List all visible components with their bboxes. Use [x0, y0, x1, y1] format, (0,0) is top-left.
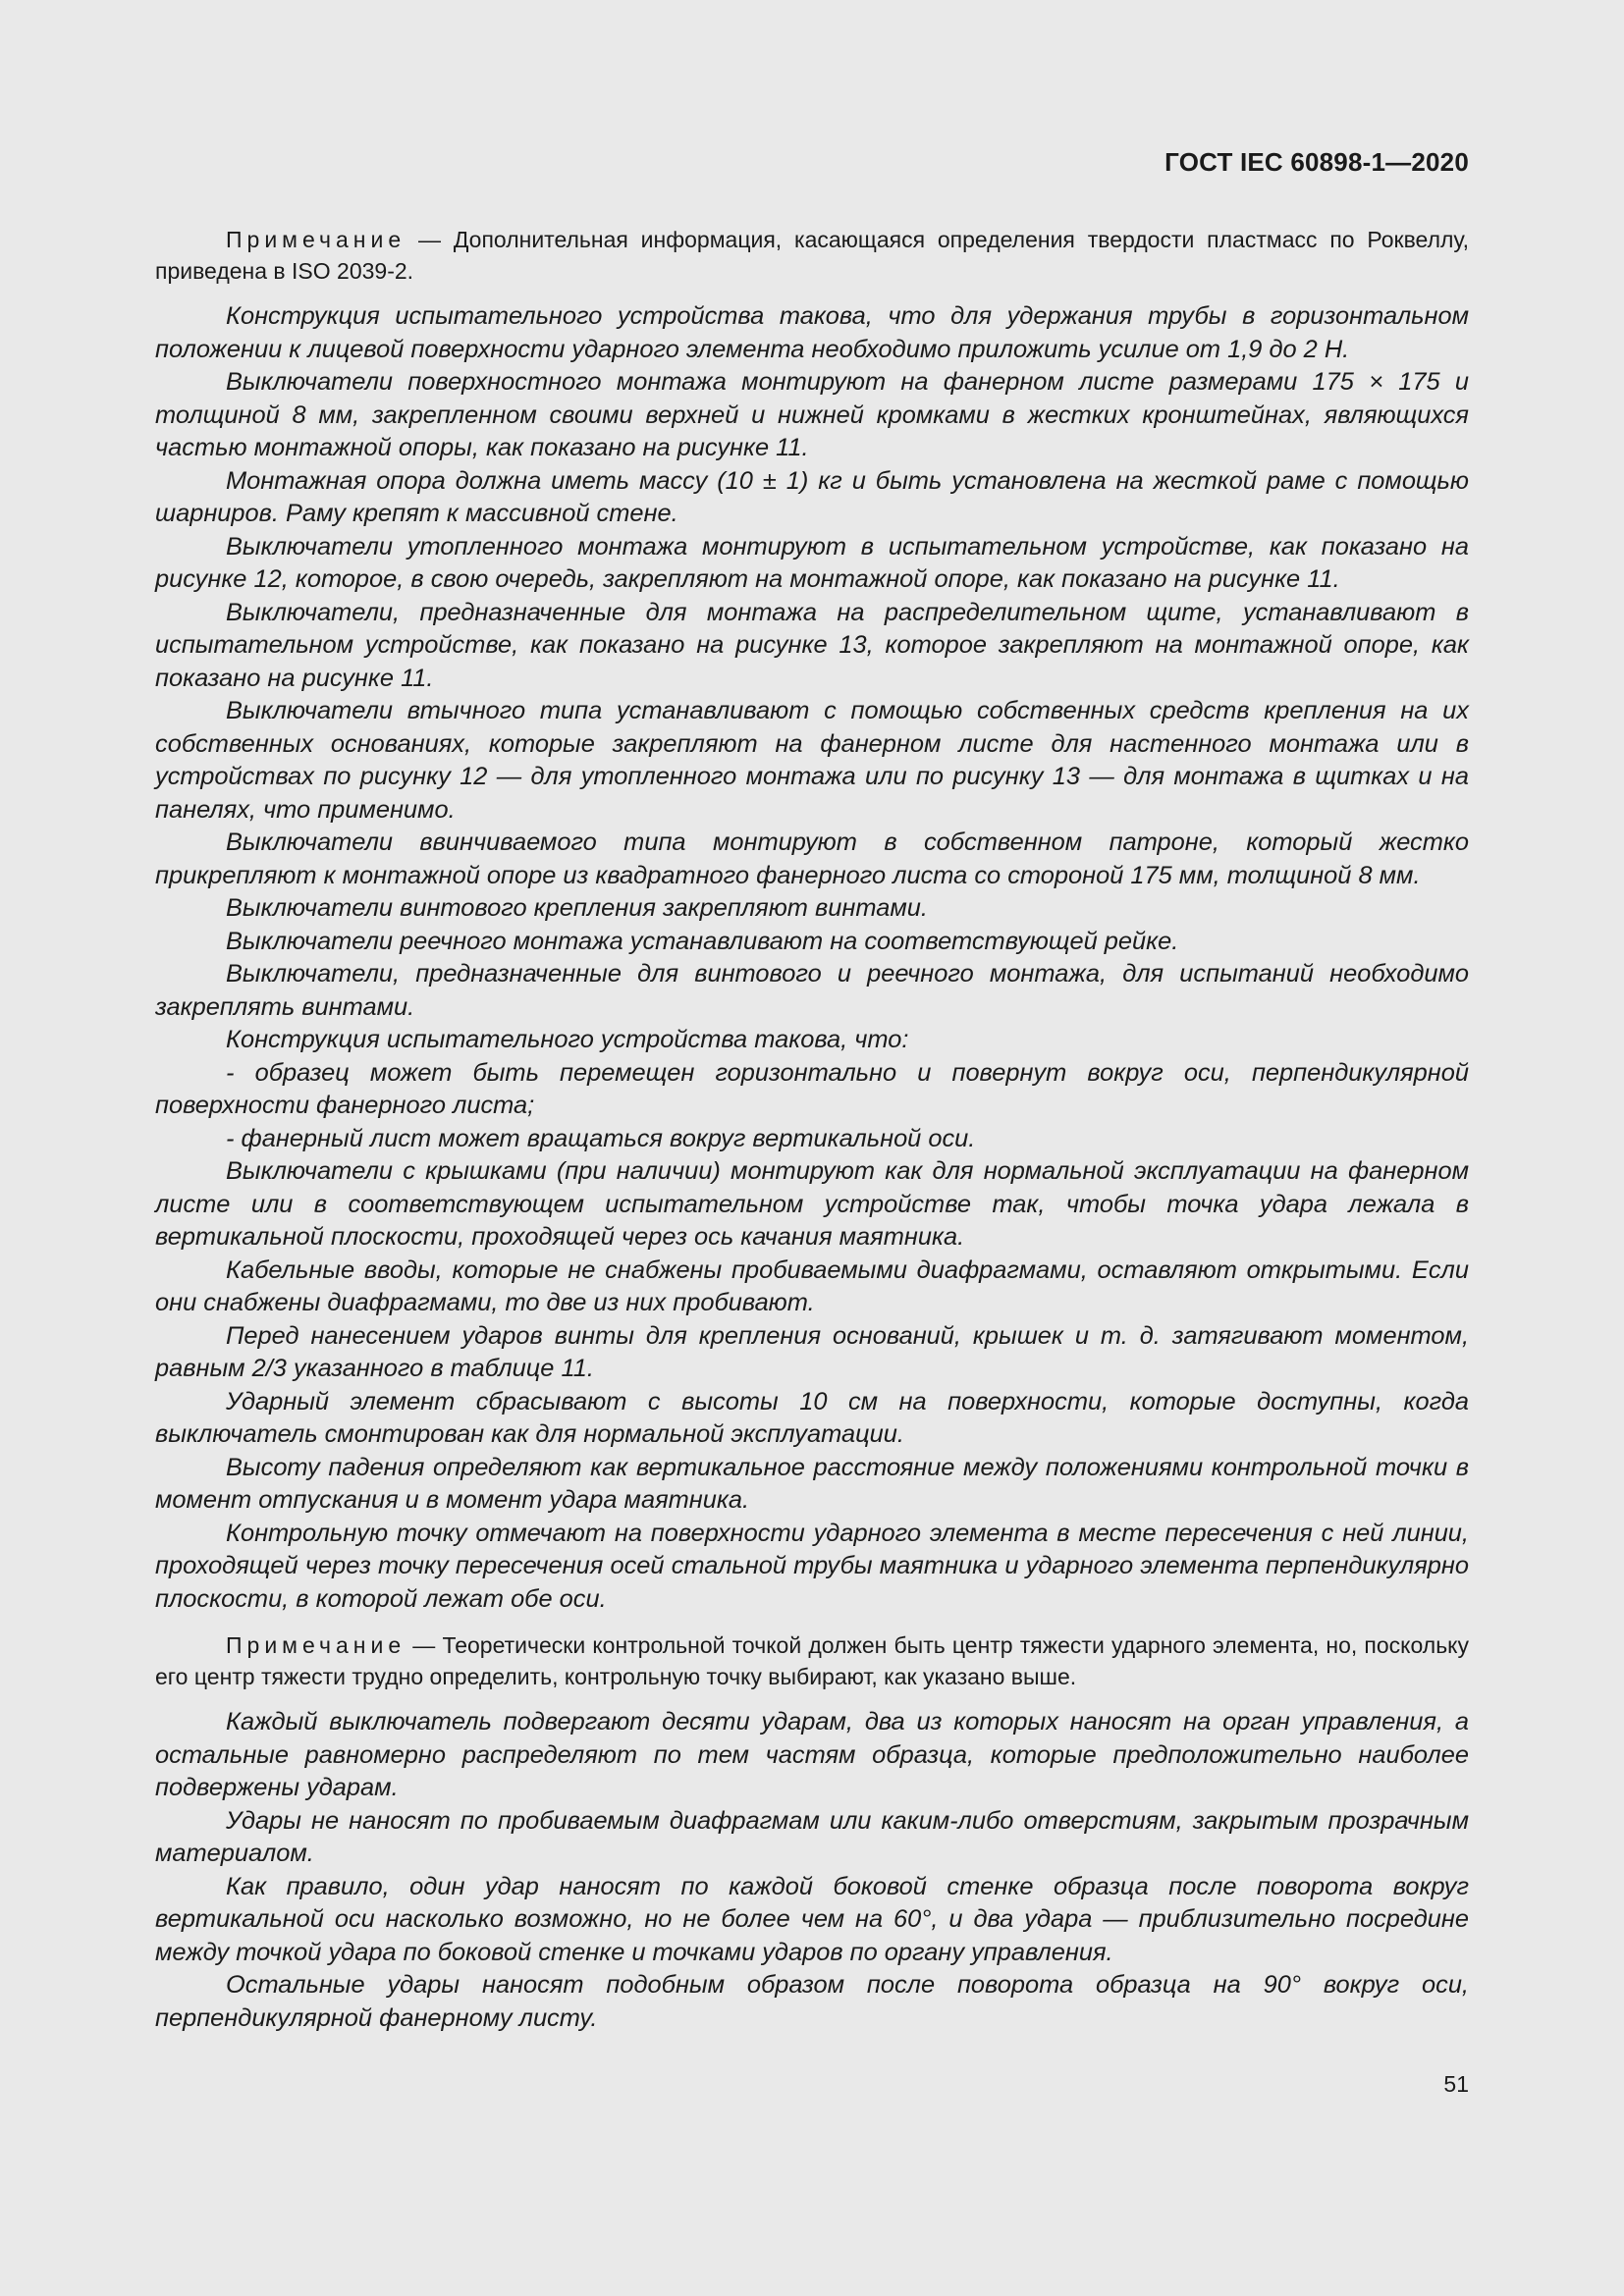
- note-1: [155, 224, 1469, 287]
- paragraph: Выключатели, предназначенные для винтового и реечного монтажа, для испытаний необходимо закреплять винтами.: [155, 960, 1469, 1021]
- paragraph: Выключатели винтового крепления закрепляют винтами.: [226, 894, 928, 922]
- document-header: ГОСТ IEC 60898-1—2020: [1164, 147, 1469, 177]
- paragraph: Удары не наносят по пробиваемым диафрагмам или каким-либо отверстиям, закрытым прозрачным материалом.: [155, 1806, 1469, 1867]
- paragraph: Каждый выключатель подвергают десяти ударам, два из которых наносят на орган управления, а остальные равномерно распределяют по тем частям образца, которые предположительно наиболее подвержены ударам.: [155, 1708, 1469, 1801]
- paragraph: Выключатели утопленного монтажа монтируют в испытательном устройстве, как показано на рисунке 12, которое, в свою очередь, закрепляют на монтажной опоре, как показано на рисунке 11.: [155, 532, 1469, 593]
- paragraph: Конструкция испытательного устройства такова, что:: [226, 1026, 909, 1053]
- paragraph: Кабельные вводы, которые не снабжены пробиваемыми диафрагмами, оставляют открытыми. Если они снабжены диафрагмами, то две из них пробивают.: [155, 1255, 1469, 1316]
- list-item: - фанерный лист может вращаться вокруг вертикальной оси.: [226, 1124, 976, 1152]
- document-body: [155, 224, 1469, 2035]
- paragraph: Выключатели ввинчиваемого типа монтируют в собственном патроне, который жестко прикрепляют к монтажной опоре из квадратного фанерного листа со стороной 175 мм, толщиной 8 мм.: [155, 828, 1469, 889]
- paragraph: Выключатели поверхностного монтажа монтируют на фанерном листе размерами 175 × 175 и толщиной 8 мм, закрепленном своими верхней и нижней кромками в жестких кронштейнах, являющихся частью монтажной опоры, как показано на рисунке 11.: [155, 368, 1469, 461]
- paragraph: Конструкция испытательного устройства такова, что для удержания трубы в горизонтальном положении к лицевой поверхности ударного элемента необходимо приложить усилие от 1,9 до 2 Н.: [155, 302, 1469, 363]
- list-item: - образец может быть перемещен горизонтально и повернут вокруг оси, перпендикулярной поверхности фанерного листа;: [155, 1058, 1469, 1119]
- note-2: [155, 1629, 1469, 1692]
- page-number: 51: [1443, 2071, 1469, 2097]
- paragraph: Монтажная опора должна иметь массу (10 ± 1) кг и быть установлена на жесткой раме с помощью шарниров. Раму крепят к массивной стене.: [155, 466, 1469, 527]
- paragraph: Остальные удары наносят подобным образом после поворота образца на 90° вокруг оси, перпендикулярной фанерному листу.: [155, 1971, 1469, 2032]
- note-2-label: Примечание: [226, 1632, 406, 1658]
- paragraph: Как правило, один удар наносят по каждой боковой стенке образца после поворота вокруг вертикальной оси насколько возможно, но не более чем на 60°, и два удара — приблизительно посредине между точкой удара по боковой стенке и точками ударов по органу управления.: [155, 1872, 1469, 1966]
- note-1-label: Примечание: [226, 227, 406, 252]
- paragraph: Ударный элемент сбрасывают с высоты 10 см на поверхности, которые доступны, когда выключатель смонтирован как для нормальной эксплуатации.: [155, 1387, 1469, 1448]
- note-2-text: Теоретически контрольной точкой должен быть центр тяжести ударного элемента, но, поскольку его центр тяжести трудно определить, контрольную точку выбирают, как указано выше.: [155, 1632, 1469, 1689]
- paragraph: Выключатели втычного типа устанавливают с помощью собственных средств крепления на их собственных основаниях, которые закрепляют на фанерном листе для настенного монтажа или в устройствах по рисунку 12 — для утопленного монтажа или по рисунку 13 — для монтажа в щитках и на панелях, что применимо.: [155, 697, 1469, 824]
- paragraph: Выключатели реечного монтажа устанавливают на соответствующей рейке.: [226, 927, 1179, 955]
- note-1-text: Дополнительная информация, касающаяся определения твердости пластмасс по Роквеллу, приведена в ISO 2039-2.: [155, 227, 1470, 284]
- paragraph: Перед нанесением ударов винты для крепления оснований, крышек и т. д. затягивают моментом, равным 2/3 указанного в таблице 11.: [155, 1321, 1469, 1382]
- paragraph: Контрольную точку отмечают на поверхности ударного элемента в месте пересечения с ней линии, проходящей через точку пересечения осей стальной трубы маятника и ударного элемента перпендикулярно плоскости, в которой лежат обе оси.: [155, 1519, 1469, 1613]
- note-2-dash: —: [406, 1632, 443, 1658]
- paragraph: Высоту падения определяют как вертикальное расстояние между положениями контрольной точки в момент отпускания и в момент удара маятника.: [155, 1453, 1469, 1514]
- paragraph: Выключатели с крышками (при наличии) монтируют как для нормальной эксплуатации на фанерном листе или в соответствующем испытательном устройстве так, чтобы точка удара лежала в вертикальной плоскости, проходящей через ось качания маятника.: [155, 1157, 1469, 1251]
- paragraph: Выключатели, предназначенные для монтажа на распределительном щите, устанавливают в испытательном устройстве, как показано на рисунке 13, которое закрепляют на монтажной опоре, как показано на рисунке 11.: [155, 598, 1469, 692]
- note-1-dash: —: [406, 227, 454, 252]
